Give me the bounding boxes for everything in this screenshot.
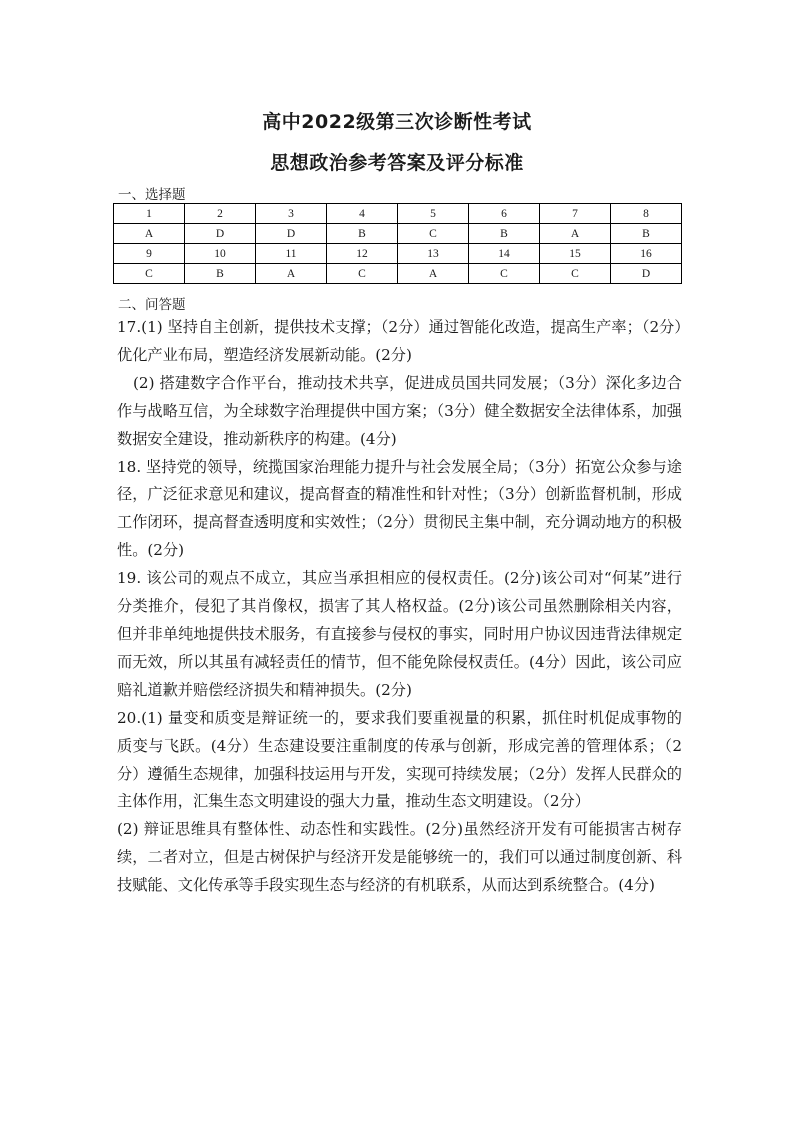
- table-cell: C: [540, 264, 611, 284]
- section-label-multiple-choice: 一、选择题: [118, 187, 186, 203]
- table-cell: A: [256, 264, 327, 284]
- answer-body: [117, 314, 682, 900]
- table-cell: A: [540, 224, 611, 244]
- table-row: [114, 244, 682, 264]
- table-cell: C: [398, 224, 469, 244]
- table-cell: 16: [611, 244, 682, 264]
- table-cell: 15: [540, 244, 611, 264]
- table-cell: A: [398, 264, 469, 284]
- table-cell: 13: [398, 244, 469, 264]
- table-cell: C: [327, 264, 398, 284]
- table-row: [114, 204, 682, 224]
- table-cell: 3: [256, 204, 327, 224]
- answer-paragraph-20-2: (2) 辩证思维具有整体性、动态性和实践性。(2分)虽然经济开发有可能损害古树存续，二者对立，但是古树保护与经济开发是能够统一的，我们可以通过制度创新、科技赋能、文化传承等手段实现生态与经济的有机联系，从而达到系统整合。(4分): [117, 820, 682, 895]
- table-cell: D: [611, 264, 682, 284]
- table-cell: B: [611, 224, 682, 244]
- table-cell: B: [469, 224, 540, 244]
- answer-table: [113, 203, 682, 284]
- table-cell: 1: [114, 204, 185, 224]
- answer-paragraph-20-1: 20.(1) 量变和质变是辩证统一的，要求我们要重视量的积累，抓住时机促成事物的质变与飞跃。(4分）生态建设要注重制度的传承与创新，形成完善的管理体系；（2分）遵循生态规律，加强科技运用与开发，实现可持续发展；（2分）发挥人民群众的主体作用，汇集生态文明建设的强大力量，推动生态文明建设。（2分）: [117, 708, 682, 811]
- table-cell: 12: [327, 244, 398, 264]
- table-cell: D: [185, 224, 256, 244]
- table-cell: 4: [327, 204, 398, 224]
- answer-paragraph-17-1: 17.(1) 坚持自主创新，提供技术支撑；（2分）通过智能化改造，提高生产率；（2分）优化产业布局，塑造经济发展新动能。(2分): [117, 318, 682, 364]
- document-title: 高中2022级第三次诊断性考试: [262, 111, 532, 133]
- table-cell: C: [469, 264, 540, 284]
- table-cell: 10: [185, 244, 256, 264]
- section-label-short-answer: 二、问答题: [118, 297, 186, 313]
- table-cell: 2: [185, 204, 256, 224]
- table-cell: B: [185, 264, 256, 284]
- table-cell: 9: [114, 244, 185, 264]
- answer-paragraph-18: 18. 坚持党的领导，统揽国家治理能力提升与社会发展全局；（3分）拓宽公众参与途径，广泛征求意见和建议，提高督查的精准性和针对性；（3分）创新监督机制，形成工作闭环，提高督查透明度和实效性；（2分）贯彻民主集中制，充分调动地方的积极性。(2分): [117, 457, 682, 560]
- table-cell: C: [114, 264, 185, 284]
- document-subtitle: 思想政治参考答案及评分标准: [270, 152, 524, 174]
- table-cell: B: [327, 224, 398, 244]
- table-cell: 11: [256, 244, 327, 264]
- table-cell: 5: [398, 204, 469, 224]
- table-cell: 8: [611, 204, 682, 224]
- answer-paragraph-19: 19. 该公司的观点不成立，其应当承担相应的侵权责任。(2分)该公司对“何某”进行分类推介，侵犯了其肖像权，损害了其人格权益。(2分)该公司虽然删除相关内容，但并非单纯地提供技术服务，有直接参与侵权的事实，同时用户协议因违背法律规定而无效，所以其虽有减轻责任的情节，但不能免除侵权责任。(4分）因此，该公司应赔礼道歉并赔偿经济损失和精神损失。(2分): [117, 569, 682, 699]
- answer-paragraph-17-2: (2) 搭建数字合作平台，推动技术共享，促进成员国共同发展；（3分）深化多边合作与战略互信，为全球数字治理提供中国方案；（3分）健全数据安全法律体系，加强数据安全建设，推动新秩序的构建。(4分): [117, 373, 682, 448]
- table-row: [114, 224, 682, 244]
- table-cell: A: [114, 224, 185, 244]
- table-cell: 7: [540, 204, 611, 224]
- table-row: [114, 264, 682, 284]
- table-cell: 6: [469, 204, 540, 224]
- table-cell: 14: [469, 244, 540, 264]
- table-cell: D: [256, 224, 327, 244]
